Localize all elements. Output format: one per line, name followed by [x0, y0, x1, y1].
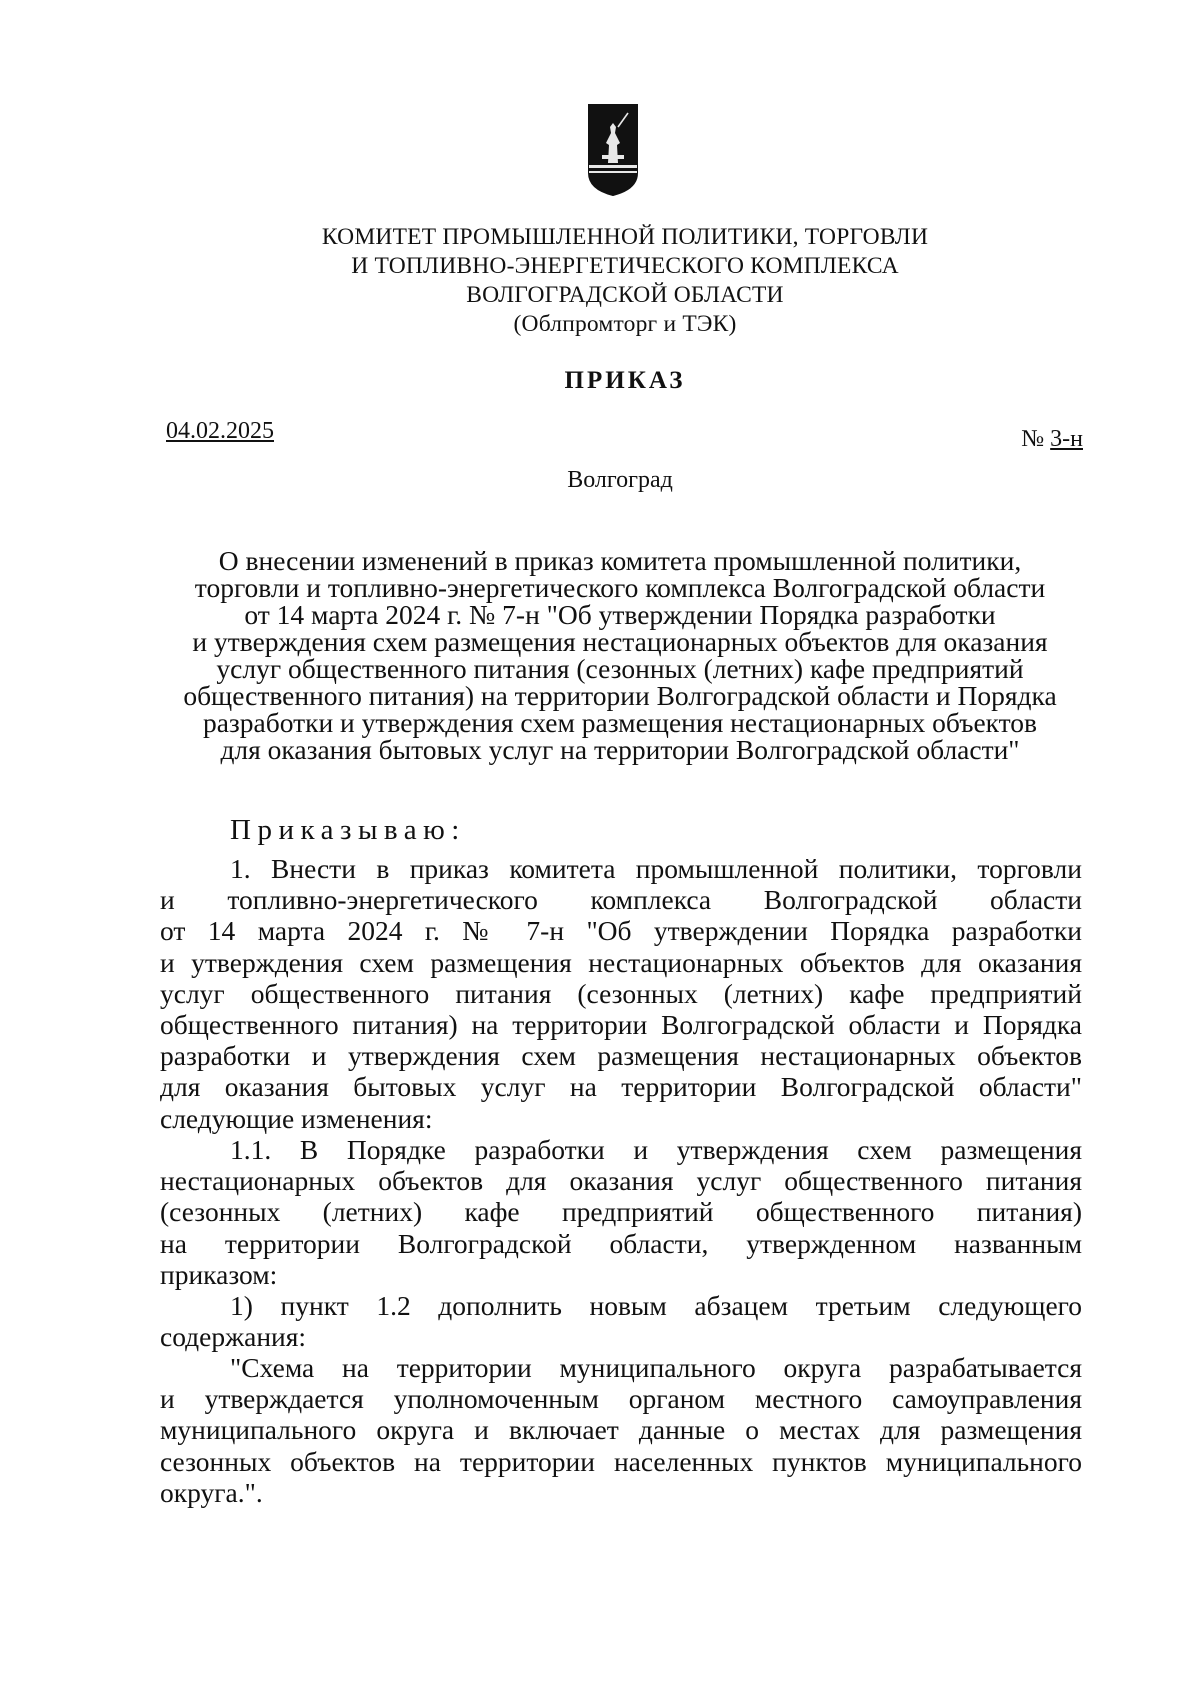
- paragraph-line: и утверждения схем размещения нестационарных объектов для оказания: [160, 946, 1082, 978]
- document-city: Волгоград: [567, 467, 673, 493]
- volgograd-emblem-icon: [587, 103, 639, 197]
- paragraph-line: "Схема на территории муниципального округа разрабатывается: [230, 1352, 1082, 1383]
- paragraph-line: содержания:: [160, 1321, 307, 1353]
- paragraph-line: разработки и утверждения схем размещения нестационарных объектов: [160, 1040, 1082, 1072]
- order-word: Приказываю:: [230, 814, 466, 846]
- subject-line: для оказания бытовых услуг на территории Волгоградской области": [220, 734, 1020, 765]
- paragraph-line: 1. Внести в приказ комитета промышленной политики, торговли: [230, 853, 1082, 884]
- document-date: 04.02.2025: [166, 418, 274, 444]
- subject-line: услуг общественного питания (сезонных (летних) кафе предприятий: [216, 653, 1024, 684]
- paragraph-line: (сезонных (летних) кафе предприятий общественного питания): [160, 1196, 1082, 1228]
- org-abbreviation: (Облпромторг и ТЭК): [513, 311, 737, 337]
- paragraph-line: следующие изменения:: [160, 1102, 433, 1134]
- paragraph-1: [160, 853, 1082, 1134]
- paragraph-line: приказом:: [160, 1258, 278, 1290]
- org-name-line: ВОЛГОГРАДСКОЙ ОБЛАСТИ: [466, 282, 784, 308]
- org-name-line: И ТОПЛИВНО-ЭНЕРГЕТИЧЕСКОГО КОМПЛЕКСА: [351, 253, 899, 279]
- number-value: 3-н: [1050, 426, 1083, 452]
- paragraph-line: услуг общественного питания (сезонных (летних) кафе предприятий: [160, 977, 1082, 1009]
- document-type-title: ПРИКАЗ: [564, 367, 686, 394]
- paragraph-line: для оказания бытовых услуг на территории Волгоградской области": [160, 1071, 1082, 1103]
- subject-line: торговли и топливно-энергетического комплекса Волгоградской области: [194, 572, 1046, 603]
- paragraph-line: на территории Волгоградской области, утвержденном названным: [160, 1227, 1082, 1259]
- document-subject: [160, 547, 1080, 763]
- subject-line: разработки и утверждения схем размещения нестационарных объектов: [202, 707, 1038, 738]
- paragraph-quote: [160, 1352, 1082, 1508]
- paragraph-line: и топливно-энергетического комплекса Волгоградской области: [160, 884, 1082, 916]
- paragraph-line: общественного питания) на территории Волгоградской области и Порядка: [160, 1009, 1082, 1041]
- org-name-line: КОМИТЕТ ПРОМЫШЛЕННОЙ ПОЛИТИКИ, ТОРГОВЛИ: [321, 224, 929, 250]
- paragraph-line: от 14 марта 2024 г. № 7-н "Об утверждении Порядка разработки: [160, 915, 1082, 947]
- paragraph-line: муниципального округа и включает данные о местах для размещения: [160, 1414, 1082, 1446]
- paragraph-line: 1) пункт 1.2 дополнить новым абзацем третьим следующего: [230, 1290, 1082, 1321]
- paragraph-line: округа.".: [160, 1476, 263, 1508]
- number-prefix: №: [1021, 426, 1045, 452]
- paragraph-line: нестационарных объектов для оказания услуг общественного питания: [160, 1165, 1082, 1197]
- subject-line: общественного питания) на территории Волгоградской области и Порядка: [183, 680, 1057, 711]
- subject-line: О внесении изменений в приказ комитета промышленной политики,: [218, 545, 1022, 576]
- paragraph-line: и утверждается уполномоченным органом местного самоуправления: [160, 1383, 1082, 1415]
- paragraph-item-1: [160, 1290, 1082, 1352]
- paragraph-line: 1.1. В Порядке разработки и утверждения схем размещения: [230, 1134, 1082, 1165]
- paragraph-1-1: [160, 1134, 1082, 1290]
- document-number: [1021, 426, 1083, 453]
- subject-line: от 14 марта 2024 г. № 7-н "Об утверждении Порядка разработки: [244, 599, 996, 630]
- paragraph-line: сезонных объектов на территории населенных пунктов муниципального: [160, 1445, 1082, 1477]
- subject-line: и утверждения схем размещения нестационарных объектов для оказания: [192, 626, 1048, 657]
